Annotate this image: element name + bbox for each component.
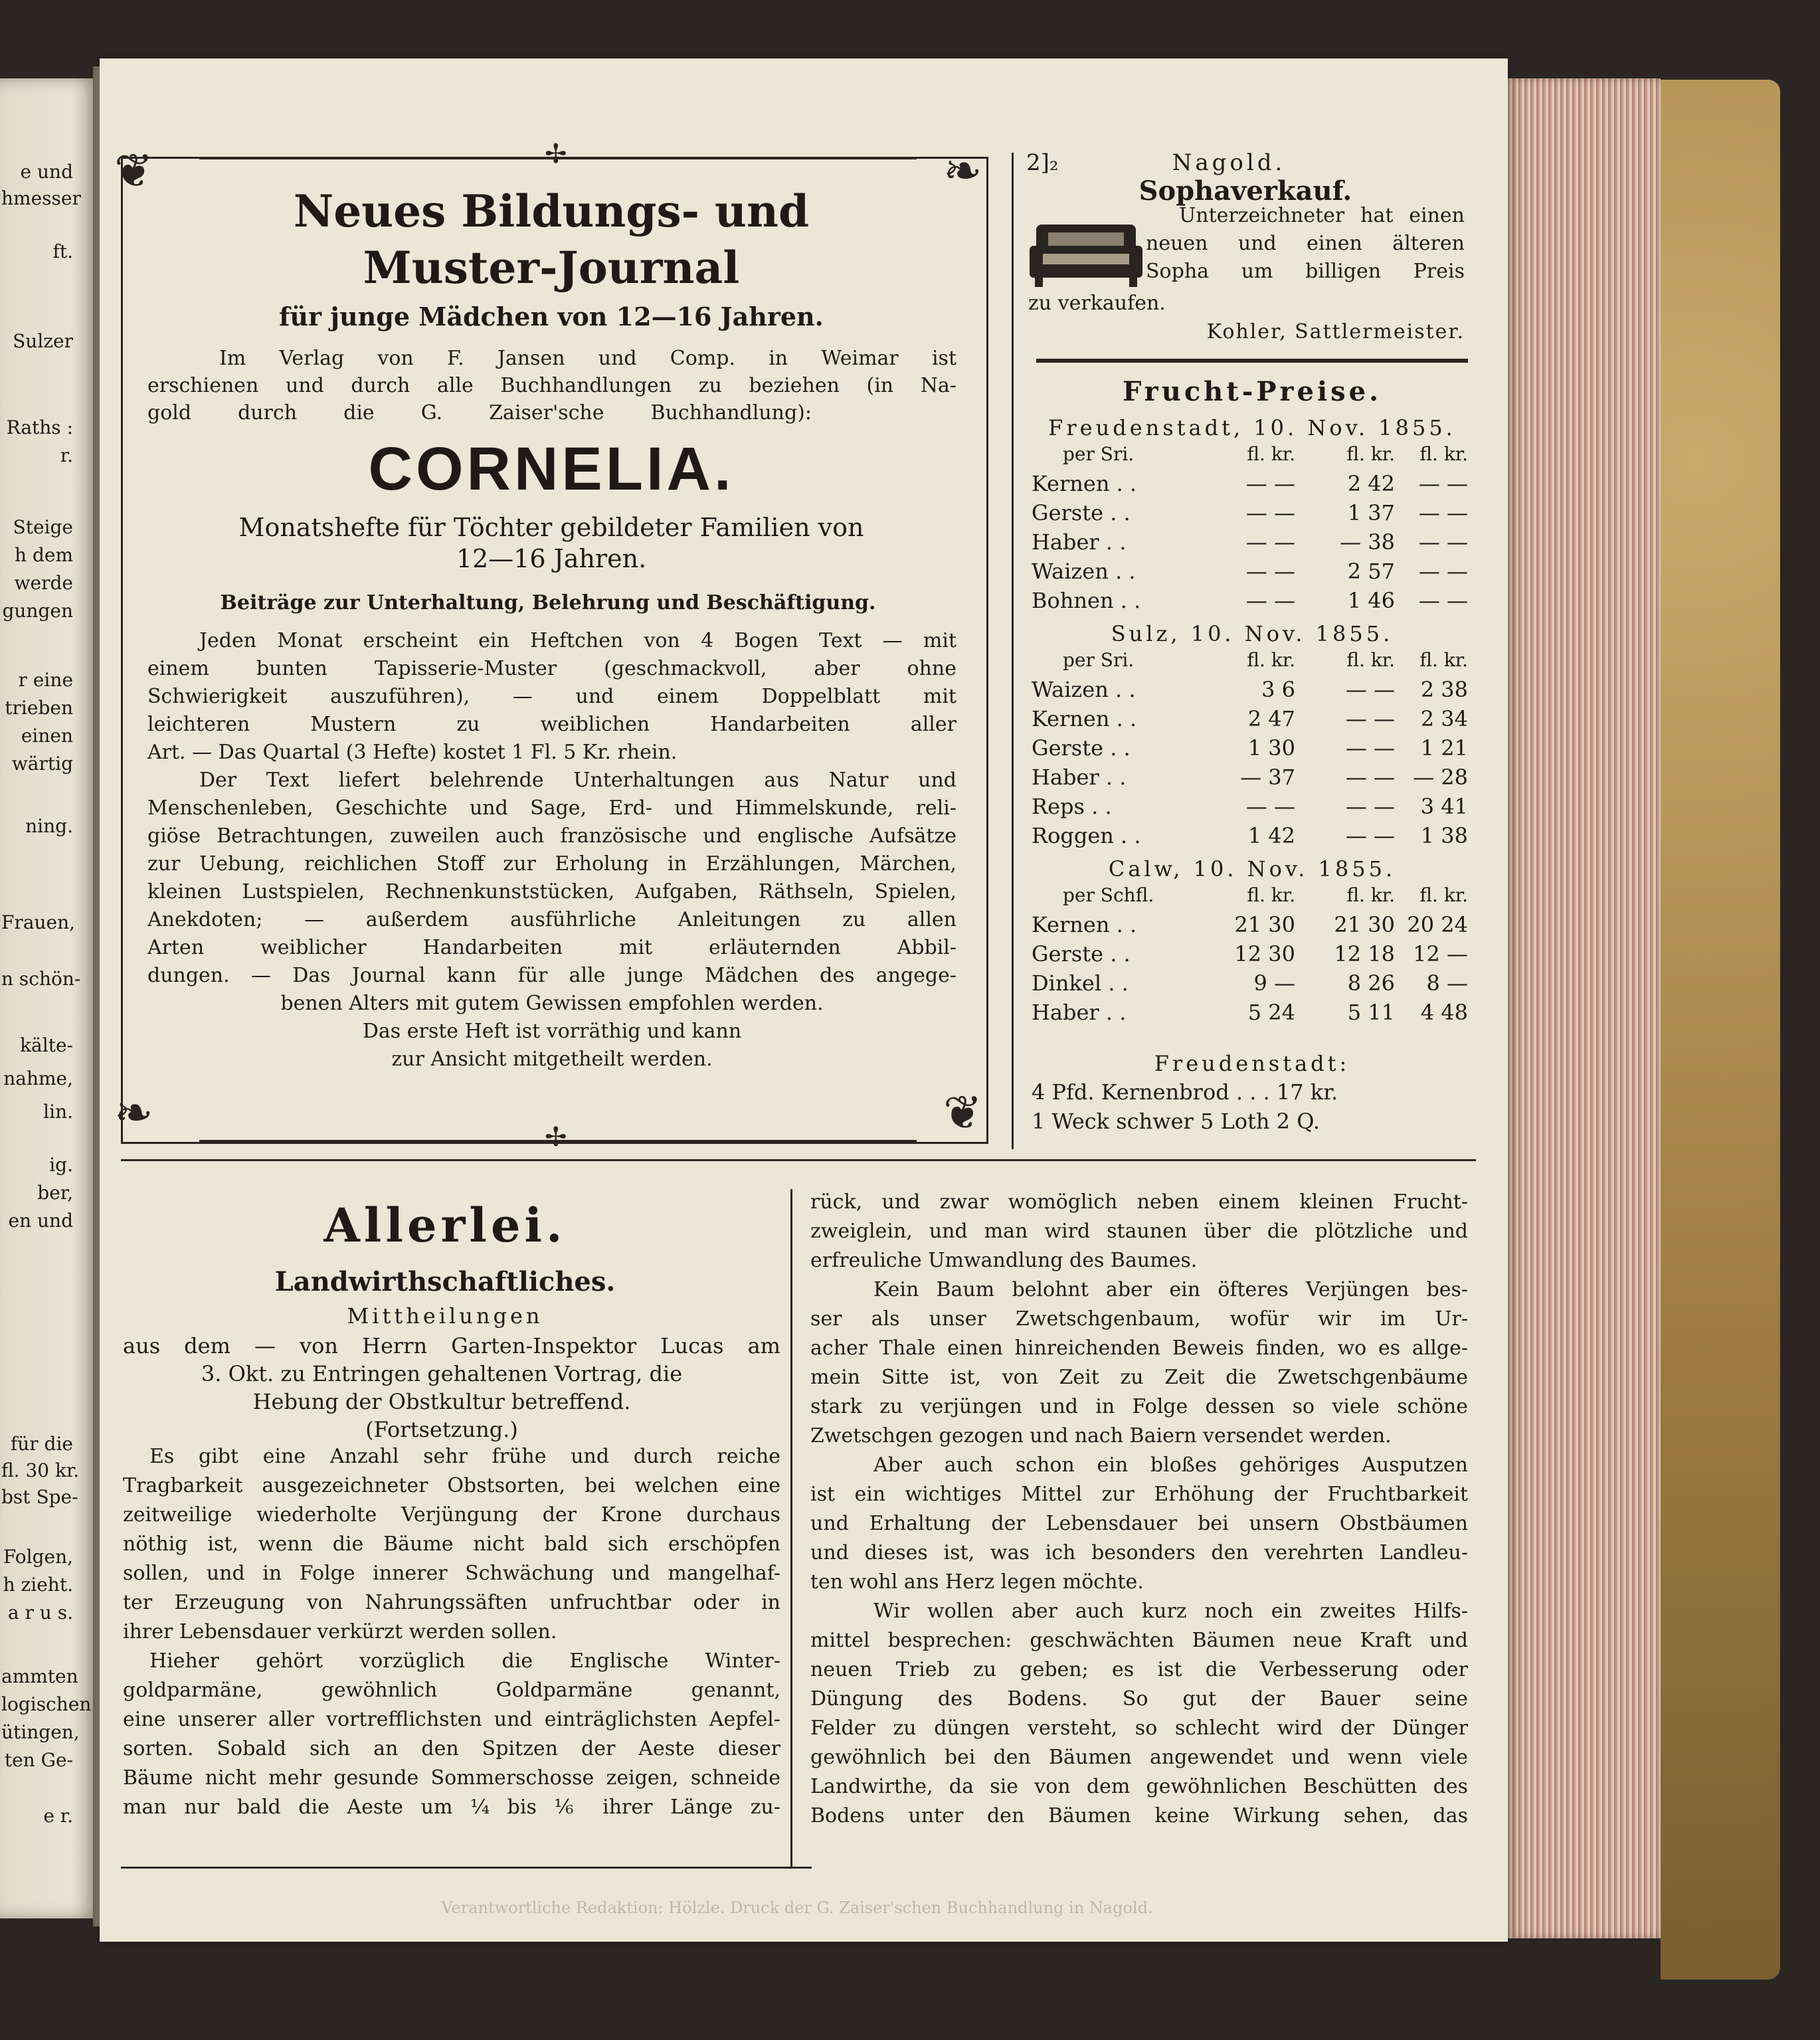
price-cell: 20 24 xyxy=(1407,912,1468,937)
price-cell: Roggen . . xyxy=(1032,823,1141,848)
article-line: zweiglein, und man wird staunen über die plötzliche und xyxy=(810,1220,1468,1243)
left-page-fragment: Steige xyxy=(13,516,73,538)
allerlei-title: Allerlei. xyxy=(323,1198,567,1253)
left-page-fragment: wärtig xyxy=(11,753,73,775)
price-cell: — 28 xyxy=(1413,765,1468,790)
column-divider xyxy=(790,1189,792,1867)
price-cell: — — xyxy=(1245,500,1295,525)
journal-body-line: zur Ansicht mitgetheilt werden. xyxy=(391,1048,713,1071)
left-page-fragment: bst Spe- xyxy=(1,1486,78,1508)
article-line: gewöhnlich bei den Bäumen angewendet und wenn viele xyxy=(810,1746,1468,1769)
journal-body-line: Menschenleben, Geschichte und Sage, Erd- und Himmelskunde, reli- xyxy=(147,796,956,820)
price-cell: Kernen . . xyxy=(1032,706,1137,731)
column-divider xyxy=(1012,153,1014,1149)
left-page-fragment: ütingen, xyxy=(1,1721,80,1743)
article-line: zeitweilige wiederholte Verjüngung der Krone durchaus xyxy=(123,1503,780,1527)
left-page-fragment: lin. xyxy=(43,1101,73,1123)
journal-body-line: Anekdoten; — außerdem ausführliche Anleitungen zu allen xyxy=(147,908,956,931)
price-cell: 21 30 xyxy=(1234,912,1295,937)
left-page-fragment: einen xyxy=(21,725,73,747)
article-line: ter Erzeugung von Nahrungssäften unfruchtbar oder in xyxy=(123,1591,780,1614)
journal-body-line: giöse Betrachtungen, zuweilen auch französische und englische Aufsätze xyxy=(147,824,956,848)
section-rule xyxy=(121,1159,1476,1161)
allerlei-intro: Hebung der Obstkultur betreffend. xyxy=(252,1389,631,1414)
price-header: per Sri. xyxy=(1063,443,1135,465)
book-cover xyxy=(1661,80,1780,1980)
price-cell: — — xyxy=(1345,735,1395,761)
left-page-fragment: gungen xyxy=(2,600,73,622)
price-header: fl. kr. xyxy=(1419,649,1468,671)
price-cell: — — xyxy=(1245,529,1295,555)
price-cell: — — xyxy=(1418,529,1468,555)
price-cell: Kernen . . xyxy=(1032,471,1137,496)
article-line: stark zu verjüngen und in Folge dessen so viele schöne xyxy=(810,1395,1468,1418)
article-line: Felder zu düngen versteht, so schlecht wird der Dünger xyxy=(810,1716,1468,1740)
left-page-fragment: für die xyxy=(10,1433,73,1455)
article-line: erfreuliche Umwandlung des Baumes. xyxy=(810,1249,1198,1272)
price-header: fl. kr. xyxy=(1346,443,1395,465)
journal-intro-line: Im Verlag von F. Jansen und Comp. in Weimar ist xyxy=(219,347,956,370)
price-place: Freudenstadt, 10. Nov. 1855. xyxy=(1048,415,1456,440)
price-cell: 3 6 xyxy=(1261,677,1295,702)
price-header: fl. kr. xyxy=(1419,443,1468,465)
article-line: Wir wollen aber auch kurz noch ein zweites Hilfs- xyxy=(873,1600,1468,1623)
price-cell: Dinkel . . xyxy=(1032,971,1129,996)
left-page-fragment: logischen xyxy=(1,1693,92,1715)
left-page-fragment: e r. xyxy=(43,1805,73,1827)
article-line: ist ein wichtiges Mittel zur Erhöhung der Fruchtbarkeit xyxy=(810,1483,1468,1506)
article-line: Düngung des Bodens. So gut der Bauer seine xyxy=(810,1687,1468,1711)
price-cell: — — xyxy=(1418,559,1468,584)
price-cell: Reps . . xyxy=(1032,794,1112,819)
journal-intro-line: erschienen und durch alle Buchhandlungen zu beziehen (in Na- xyxy=(147,374,956,397)
price-cell: — — xyxy=(1345,706,1395,731)
sofa-heading: Sophaverkauf. xyxy=(1138,175,1352,207)
price-cell: Waizen . . xyxy=(1032,677,1136,702)
price-cell: — — xyxy=(1345,794,1395,819)
article-line: nöthig ist, wenn die Bäume nicht bald sich erschöpfen xyxy=(123,1532,780,1556)
price-cell: 2 42 xyxy=(1347,471,1395,496)
left-page-fragment: e und xyxy=(20,161,73,183)
journal-monthly-line: 12—16 Jahren. xyxy=(456,544,647,573)
article-line: ihrer Lebensdauer verkürzt werden sollen. xyxy=(123,1620,557,1643)
allerlei-intro: 3. Okt. zu Entringen gehaltenen Vortrag, die xyxy=(201,1361,683,1386)
sofa-line: zu verkaufen. xyxy=(1028,292,1166,315)
price-header: fl. kr. xyxy=(1419,884,1468,906)
price-header: per Schfl. xyxy=(1063,884,1154,906)
price-cell: 2 34 xyxy=(1420,706,1468,731)
price-cell: 8 — xyxy=(1426,971,1468,996)
price-cell: 21 30 xyxy=(1334,912,1395,937)
article-line: Bodens unter den Bäumen keine Wirkung sehen, das xyxy=(810,1804,1468,1827)
price-cell: Gerste . . xyxy=(1032,941,1131,967)
journal-body-line: dungen. — Das Journal kann für alle junge Mädchen des angege- xyxy=(147,964,956,987)
left-page-fragment: trieben xyxy=(5,697,73,719)
sofa-signature: Kohler, Sattlermeister. xyxy=(1206,320,1465,343)
article-line: mittel besprechen: geschwächten Bäumen neue Kraft und xyxy=(810,1629,1468,1652)
price-cell: Bohnen . . xyxy=(1032,588,1141,613)
price-cell: 5 11 xyxy=(1347,1000,1395,1025)
price-cell: 12 — xyxy=(1413,941,1468,967)
journal-body-line: Art. — Das Quartal (3 Hefte) kostet 1 Fl. 5 Kr. rhein. xyxy=(147,741,678,764)
price-cell: — — xyxy=(1245,794,1295,819)
left-page-fragment: fl. 30 kr. xyxy=(1,1459,80,1481)
price-header: fl. kr. xyxy=(1247,649,1295,671)
price-cell: — — xyxy=(1418,500,1468,525)
prices-heading: Frucht-Preise. xyxy=(1122,376,1382,407)
journal-body-line: Der Text liefert belehrende Unterhaltungen aus Natur und xyxy=(199,769,956,792)
sofa-place: Nagold. xyxy=(1172,149,1286,176)
article-line: man nur bald die Aeste um ¼ bis ⅙ ihrer Länge zu- xyxy=(123,1796,780,1819)
left-page-fragment: ammten xyxy=(1,1665,78,1687)
article-line: Bäume nicht mehr gesunde Sommerschosse zeigen, schneide xyxy=(123,1766,780,1790)
cross-ornament-icon: ✢ xyxy=(545,1122,567,1153)
price-cell: Haber . . xyxy=(1032,1000,1127,1025)
price-cell: — — xyxy=(1418,588,1468,613)
price-cell: 1 37 xyxy=(1347,500,1395,525)
article-line: Es gibt eine Anzahl sehr frühe und durch reiche xyxy=(149,1445,780,1468)
left-page-fragment: h zieht. xyxy=(3,1574,73,1596)
article-line: Zwetschgen gezogen und nach Baiern versendet werden. xyxy=(810,1424,1392,1447)
journal-title-2: Muster-Journal xyxy=(363,242,740,294)
price-cell: Haber . . xyxy=(1032,529,1127,555)
article-line: Hieher gehört vorzüglich die Englische Winter- xyxy=(149,1649,780,1673)
price-header: fl. kr. xyxy=(1346,649,1395,671)
article-line: eine unserer aller vortrefflichsten und einträglichsten Aepfel- xyxy=(123,1708,780,1731)
journal-body-line: einem bunten Tapisserie-Muster (geschmackvoll, aber ohne xyxy=(147,657,956,680)
corner-ornament-icon: ❦ xyxy=(114,143,153,198)
price-cell: Haber . . xyxy=(1032,765,1127,790)
left-page-fragment: n schön- xyxy=(1,968,81,990)
price-header: fl. kr. xyxy=(1346,884,1395,906)
journal-body-line: kleinen Lustspielen, Rechnenkunststücken, Aufgaben, Räthseln, Spielen, xyxy=(147,880,956,903)
journal-intro-line: gold durch die G. Zaiser'sche Buchhandlung): xyxy=(147,401,812,424)
left-page-fragment: ft. xyxy=(52,240,73,262)
journal-body-line: Das erste Heft ist vorräthig und kann xyxy=(362,1020,742,1043)
left-page-fragment: en und xyxy=(8,1210,73,1232)
corner-ornament-icon: ❦ xyxy=(943,1085,982,1140)
journal-monthly-line: Monatshefte für Töchter gebildeter Familien von xyxy=(238,513,864,542)
article-line: rück, und zwar womöglich neben einem kleinen Frucht- xyxy=(810,1190,1468,1214)
price-cell: — — xyxy=(1345,677,1395,702)
price-cell: 9 — xyxy=(1253,971,1295,996)
price-cell: — — xyxy=(1345,765,1395,790)
left-page-fragment: r eine xyxy=(18,669,73,691)
price-cell: 12 18 xyxy=(1334,941,1395,967)
bread-line: 4 Pfd. Kernenbrod . . . 17 kr. xyxy=(1032,1079,1338,1105)
price-cell: 1 46 xyxy=(1347,588,1395,613)
article-line: Tragbarkeit ausgezeichneter Obstsorten, bei welchen eine xyxy=(123,1474,780,1497)
price-cell: — 38 xyxy=(1340,529,1395,555)
bread-heading: Freudenstadt: xyxy=(1154,1051,1350,1076)
article-line: Aber auch schon ein bloßes gehöriges Ausputzen xyxy=(873,1453,1468,1477)
left-page-fragment: Folgen, xyxy=(3,1546,73,1568)
price-place: Calw, 10. Nov. 1855. xyxy=(1108,856,1396,881)
left-page-fragment: werde xyxy=(14,572,73,594)
left-page-fragment: ig. xyxy=(49,1154,73,1176)
corner-ornament-icon: ❧ xyxy=(943,143,982,198)
journal-contrib-line: Beiträge zur Unterhaltung, Belehrung und Beschäftigung. xyxy=(220,591,876,614)
price-cell: 1 30 xyxy=(1247,735,1295,761)
journal-title-1: Neues Bildungs- und xyxy=(293,185,810,237)
article-line: acher Thale einen hinreichenden Beweis finden, wo es allge- xyxy=(810,1337,1468,1360)
price-cell: 2 47 xyxy=(1247,706,1295,731)
article-line: mein Sitte ist, von Zeit zu Zeit die Zwetschgenbäume xyxy=(810,1366,1468,1389)
cornelia-title: CORNELIA. xyxy=(368,435,735,503)
price-cell: 2 38 xyxy=(1420,677,1468,702)
price-cell: — — xyxy=(1245,559,1295,584)
journal-body-line: leichteren Mustern zu weiblichen Handarbeiten aller xyxy=(147,713,956,736)
allerlei-intro: Mittheilungen xyxy=(347,1303,543,1329)
corner-ornament-icon: ❧ xyxy=(114,1085,153,1140)
journal-body-line: Jeden Monat erscheint ein Heftchen von 4 Bogen Text — mit xyxy=(199,629,956,652)
left-page-fragment: ber, xyxy=(37,1182,73,1204)
left-page-fragment: kälte- xyxy=(20,1034,73,1056)
footer-imprint: Verantwortliche Redaktion: Hölzle. Druck der G. Zaiser'schen Buchhandlung in Nagold. xyxy=(441,1899,1153,1917)
article-line: Landwirthe, da sie von dem gewöhnlichen Beschütten des xyxy=(810,1775,1468,1798)
article-line: und dieses ist, was ich besonders den verehrten Landleu- xyxy=(810,1541,1468,1564)
price-cell: — — xyxy=(1345,823,1395,848)
journal-body-line: zur Uebung, reichlichen Stoff zur Erholung in Erzählungen, Märchen, xyxy=(147,852,956,876)
journal-body-line: benen Alters mit gutem Gewissen empfohlen werden. xyxy=(280,992,824,1015)
allerlei-intro: aus dem — von Herrn Garten-Inspektor Lucas am xyxy=(123,1333,780,1358)
left-page-fragment: hmesser xyxy=(1,187,81,209)
article-line: sollen, und in Folge innerer Schwächung und mangelhaf- xyxy=(123,1562,780,1585)
left-page-fragment: ning. xyxy=(25,815,73,837)
price-cell: 3 41 xyxy=(1420,794,1468,819)
left-page-fragment: Raths : xyxy=(6,417,73,438)
price-cell: — — xyxy=(1245,471,1295,496)
page-edges xyxy=(1508,78,1661,1938)
article-line: und Erhaltung der Lebensdauer bei unsern Obstbäumen xyxy=(810,1512,1468,1535)
article-line: sorten. Sobald sich an den Spitzen der Aeste dieser xyxy=(123,1737,780,1760)
journal-body-line: Arten weiblicher Handarbeiten mit erläuternden Abbil- xyxy=(147,936,956,959)
price-header: fl. kr. xyxy=(1247,884,1295,906)
price-cell: 1 42 xyxy=(1247,823,1295,848)
left-page-fragment: r. xyxy=(60,444,73,466)
sofa-line: Unterzeichneter hat einen xyxy=(1179,204,1465,227)
sofa-line: Sopha um billigen Preis xyxy=(1146,260,1465,283)
price-cell: — 37 xyxy=(1240,765,1295,790)
sofa-line: neuen und einen älteren xyxy=(1146,232,1465,255)
price-cell: 12 30 xyxy=(1234,941,1295,967)
article-line: ser als unser Zwetschgenbaum, wofür wir im Ur- xyxy=(810,1307,1468,1331)
price-cell: — — xyxy=(1418,471,1468,496)
price-cell: Gerste . . xyxy=(1032,500,1131,525)
left-page-fragment: nahme, xyxy=(3,1067,73,1089)
article-line: neuen Trieb zu geben; es ist die Verbesserung oder xyxy=(810,1658,1468,1681)
price-cell: 2 57 xyxy=(1347,559,1395,584)
price-cell: Gerste . . xyxy=(1032,735,1131,761)
allerlei-subtitle: Landwirthschaftliches. xyxy=(274,1266,616,1297)
sofa-icon xyxy=(1028,219,1144,289)
ad-number: 2]₂ xyxy=(1026,149,1059,176)
price-header: fl. kr. xyxy=(1247,443,1295,465)
left-page-fragment: h dem xyxy=(15,544,73,566)
article-line: goldparmäne, gewöhnlich Goldparmäne genannt, xyxy=(123,1679,780,1702)
price-cell: 8 26 xyxy=(1347,971,1395,996)
article-line: Kein Baum belohnt aber ein öfteres Verjüngen bes- xyxy=(873,1278,1468,1301)
price-cell: 1 38 xyxy=(1420,823,1468,848)
price-header: per Sri. xyxy=(1063,649,1135,671)
price-cell: Waizen . . xyxy=(1032,559,1136,584)
allerlei-intro: (Fortsetzung.) xyxy=(365,1417,518,1442)
cross-ornament-icon: ✢ xyxy=(545,139,567,169)
journal-body-line: Schwierigkeit auszuführen), — und einem Doppelblatt mit xyxy=(147,685,956,708)
section-rule xyxy=(1036,359,1468,363)
footer-rule xyxy=(121,1867,812,1869)
price-cell: 1 21 xyxy=(1420,735,1468,761)
journal-subtitle: für junge Mädchen von 12—16 Jahren. xyxy=(279,302,824,331)
price-cell: 4 48 xyxy=(1420,1000,1468,1025)
left-page-fragment: ten Ge- xyxy=(4,1749,73,1771)
price-place: Sulz, 10. Nov. 1855. xyxy=(1111,621,1394,646)
left-page xyxy=(0,78,100,1918)
left-page-fragment: Frauen, xyxy=(1,911,76,933)
article-line: ten wohl ans Herz legen möchte. xyxy=(810,1570,1144,1594)
price-cell: 5 24 xyxy=(1247,1000,1295,1025)
price-cell: Kernen . . xyxy=(1032,912,1137,937)
price-cell: — — xyxy=(1245,588,1295,613)
bread-line: 1 Weck schwer 5 Loth 2 Q. xyxy=(1032,1109,1320,1134)
left-page-fragment: Sulzer xyxy=(13,330,73,352)
left-page-fragment: a r u s. xyxy=(7,1602,73,1623)
